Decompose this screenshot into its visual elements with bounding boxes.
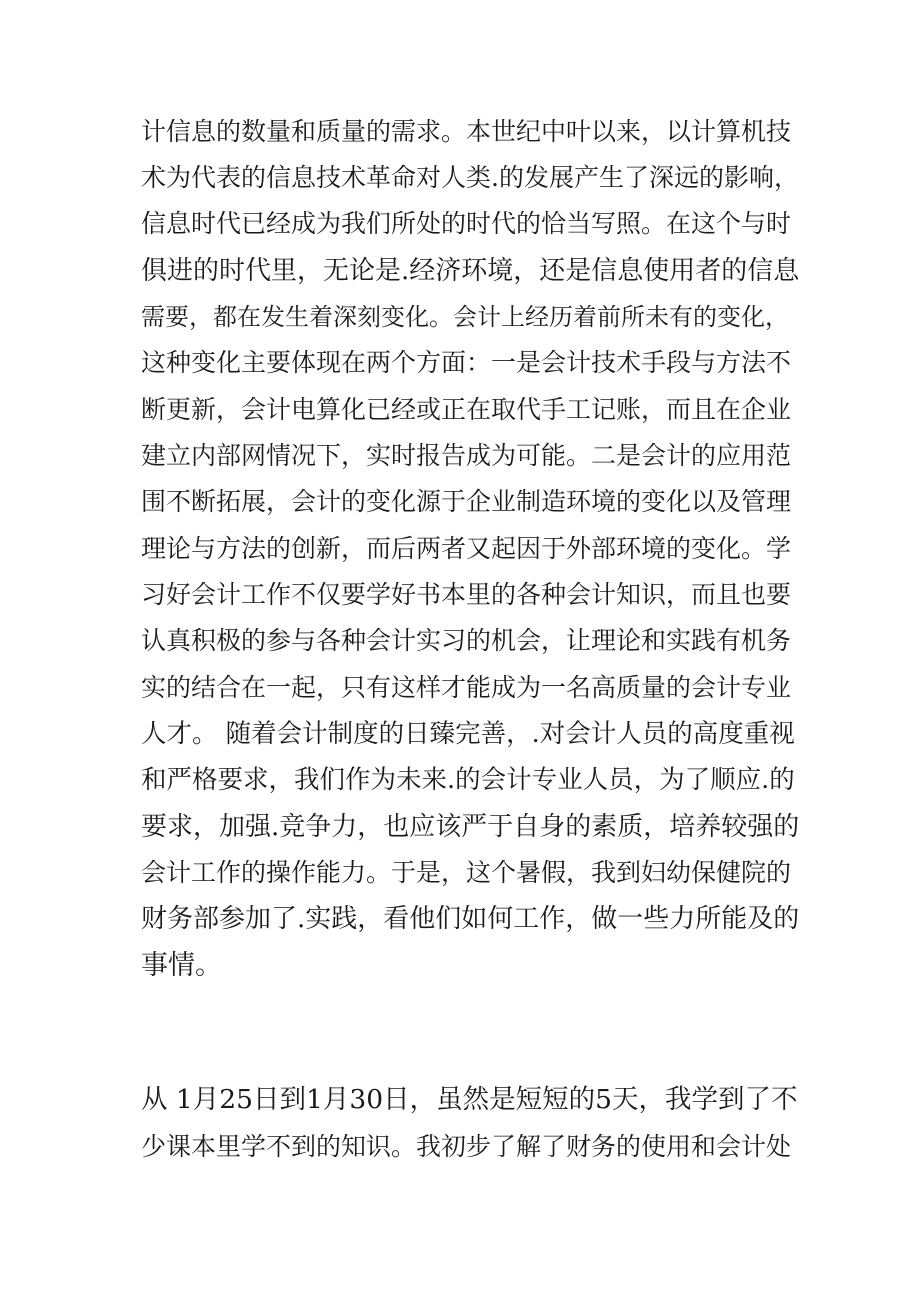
text-line: 会计工作的操作能力。于是，这个暑假，我到妇幼保健院的 [141, 858, 792, 887]
text-line: 从 1月25日到1月30日，虽然是短短的5天，我学到了不 [141, 1084, 798, 1115]
text-line: 财务部参加了.实践，看他们如何工作，做一些力所能及的 [141, 904, 800, 934]
text-line: 和严格要求，我们作为未来.的会计专业人员，为了顺应.的 [141, 765, 795, 795]
text-line: 要求，加强.竞争力，也应该严于自身的素质，培养较强的 [141, 812, 800, 842]
text-line: 围不断拓展，会计的变化源于企业制造环境的变化以及管理 [141, 487, 792, 516]
text-line: 术为代表的信息技术革命对人类.的发展产生了深远的影响， [141, 163, 799, 192]
text-line: 需要，都在发生着深刻变化。会计上经历着前所未有的变化， [141, 303, 789, 331]
text-line: 计信息的数量和质量的需求。本世纪中叶以来，以计算机技 [141, 117, 792, 146]
text-line: 少课本里学不到的知识。我初步了解了财务的使用和会计处 [141, 1132, 792, 1161]
text-line: 建立内部网情况下，实时报告成为可能。二是会计的应用范 [141, 441, 792, 470]
text-line: 认真积极的参与各种会计实习的机会，让理论和实践有机务 [141, 626, 792, 655]
text-line: 人才。 随着会计制度的日臻完善，.对会计人员的高度重视 [141, 719, 795, 749]
text-line: 事情。 [141, 950, 222, 981]
text-line: 信息时代已经成为我们所处的时代的恰当写照。在这个与时 [141, 209, 792, 238]
text-line: 习好会计工作不仅要学好书本里的各种会计知识，而且也要 [141, 580, 792, 609]
text-line: 俱进的时代里，无论是.经济环境，还是信息使用者的信息 [141, 256, 800, 286]
text-line: 理论与方法的创新，而后两者又起因于外部环境的变化。学 [141, 534, 792, 563]
text-line: 断更新，会计电算化已经或正在取代手工记账，而且在企业 [141, 395, 792, 424]
text-line: 这种变化主要体现在两个方面：一是会计技术手段与方法不 [141, 348, 792, 377]
text-line: 实的结合在一起，只有这样才能成为一名高质量的会计专业 [141, 673, 792, 702]
